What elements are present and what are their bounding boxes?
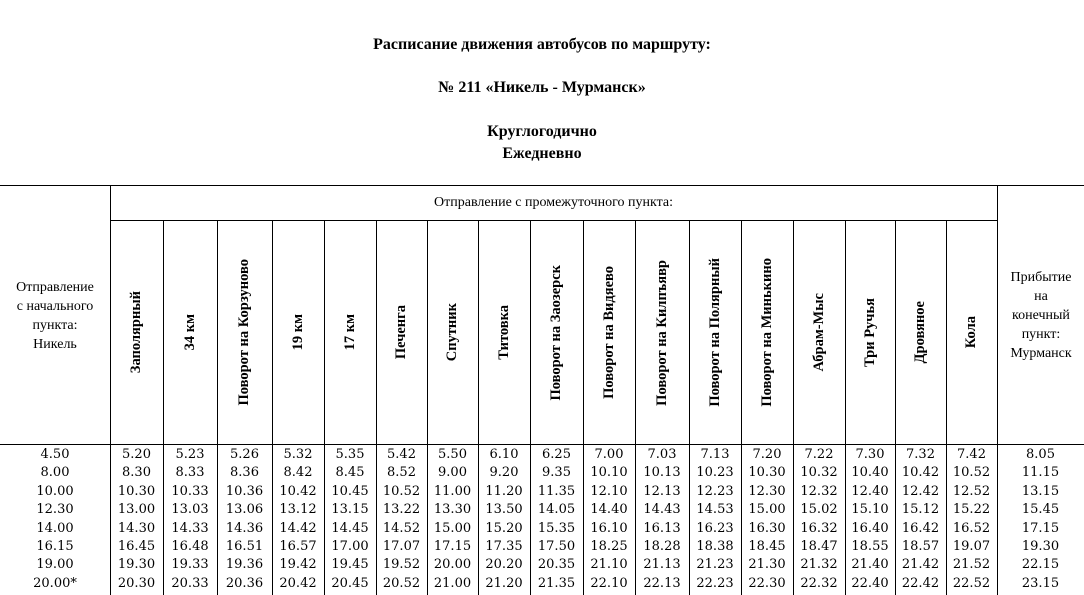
stop-name: Поворот на Килпъявр: [653, 259, 670, 406]
stop-time: 16.30: [748, 520, 786, 536]
stop-time: 13.15: [331, 502, 369, 518]
stop-time: 15.35: [537, 520, 576, 536]
stop-time: 21.10: [590, 557, 628, 573]
stop-time: 7.32: [906, 447, 935, 462]
header-line: пункта:: [32, 318, 78, 333]
stop-time: 10.40: [851, 465, 889, 481]
stop-time: 13.03: [171, 502, 209, 518]
arrival-time: 17.15: [1021, 520, 1060, 536]
stop-time: 21.32: [800, 557, 838, 573]
stop-time: 22.23: [696, 575, 734, 591]
stop-time: 10.30: [117, 483, 156, 499]
stop-time: 10.10: [590, 465, 628, 481]
stop-time: 18.45: [748, 539, 786, 554]
stop-name: Дровяное: [912, 301, 928, 364]
stop-time: 19.45: [331, 557, 369, 573]
stop-time: 5.26: [230, 447, 259, 462]
stop-name: Поворот на Заозерск: [548, 264, 564, 401]
stop-time: 12.42: [901, 483, 940, 499]
stop-time: 21.23: [696, 557, 734, 573]
stop-time: 12.32: [800, 483, 838, 499]
stop-time: 12.52: [952, 483, 991, 499]
stop-time: 10.32: [800, 465, 838, 481]
stop-time: 19.36: [225, 557, 264, 573]
stop-name: 19 км: [289, 314, 306, 351]
stop-time: 18.38: [696, 539, 734, 554]
stop-time: 14.53: [696, 502, 734, 518]
stop-name: Заполярный: [128, 291, 144, 374]
stop-time: 17.15: [433, 539, 472, 554]
stop-time: 19.52: [382, 557, 421, 573]
departure-time: 19.00: [36, 557, 74, 573]
stop-name: 34 км: [181, 314, 198, 351]
stop-time: 16.57: [279, 539, 317, 554]
stop-name: Кола: [963, 316, 979, 349]
stop-time: 16.40: [851, 520, 889, 536]
stop-time: 21.52: [952, 557, 991, 573]
stop-time: 8.33: [175, 465, 205, 481]
stop-time: 11.00: [433, 483, 472, 499]
stop-name: Поворот на Корзуново: [236, 259, 252, 406]
stop-time: 19.42: [279, 557, 317, 573]
stop-time: 8.45: [335, 465, 365, 481]
stop-time: 20.36: [225, 575, 264, 591]
stop-time: 10.45: [331, 483, 369, 499]
stop-time: 21.35: [537, 575, 576, 591]
stop-time: 13.06: [225, 502, 264, 518]
stop-name: Абрам-Мыс: [810, 293, 827, 372]
stop-name: Поворот на Видяево: [600, 266, 617, 399]
stop-header: [946, 221, 997, 444]
stop-time: 13.30: [433, 502, 472, 518]
stop-time: 14.42: [279, 520, 317, 536]
arrival-time: 23.15: [1021, 575, 1060, 591]
stop-time: 15.10: [851, 502, 889, 518]
departure-time: 8.00: [40, 465, 70, 481]
stop-time: 16.52: [952, 520, 991, 536]
stop-name: Титовка: [495, 305, 512, 360]
stop-header: [793, 221, 845, 444]
arrival-time: 11.15: [1021, 465, 1060, 481]
stop-time: 12.40: [851, 483, 889, 499]
stop-time: 18.57: [901, 539, 940, 554]
stop-time: 11.35: [537, 483, 576, 499]
arrival-time: 22.15: [1021, 557, 1060, 573]
stop-time: 20.45: [331, 575, 369, 591]
arrival-time: 19.30: [1021, 539, 1060, 554]
stop-time: 9.20: [489, 465, 519, 481]
stop-time: 13.50: [485, 502, 523, 518]
stop-time: 20.35: [537, 557, 576, 573]
stop-time: 12.23: [696, 483, 734, 499]
stop-name: Спутник: [444, 303, 460, 362]
header-line: пункт:: [1021, 327, 1061, 342]
stop-name: Печенга: [393, 305, 409, 360]
stop-time: 10.13: [643, 465, 681, 481]
stop-time: 21.20: [485, 575, 523, 591]
intermediate-stops-header: Отправление с промежуточного пункта:: [434, 195, 673, 210]
header-line: на: [1034, 289, 1048, 304]
stop-time: 14.52: [382, 520, 421, 536]
stop-time: 14.40: [590, 502, 628, 518]
stop-header: [689, 221, 741, 444]
stop-header: [217, 221, 272, 444]
stop-header: [324, 221, 376, 444]
frequency-label: Ежедневно: [502, 145, 582, 162]
stop-time: 10.42: [279, 483, 317, 499]
stop-time: 13.00: [117, 502, 156, 518]
stop-time: 20.42: [279, 575, 317, 591]
stop-time: 18.28: [643, 539, 681, 554]
stop-header: [895, 221, 946, 444]
stop-time: 21.13: [643, 557, 681, 573]
stop-time: 7.22: [804, 447, 834, 462]
stop-time: 20.00: [433, 557, 472, 573]
stop-time: 10.33: [171, 483, 209, 499]
stop-time: 12.30: [748, 483, 786, 499]
stop-time: 15.02: [800, 502, 838, 518]
stop-time: 16.10: [590, 520, 628, 536]
stop-time: 16.13: [643, 520, 681, 536]
stop-time: 21.30: [748, 557, 786, 573]
departure-origin-header: [0, 278, 110, 354]
stop-time: 5.32: [283, 447, 313, 462]
stop-header: [163, 221, 217, 444]
departure-time: 10.00: [36, 483, 74, 499]
stop-name: Поворот на Полярный: [706, 258, 723, 407]
stop-time: 14.43: [643, 502, 681, 518]
stop-time: 16.23: [696, 520, 734, 536]
stop-time: 15.12: [901, 502, 940, 518]
stop-header: [427, 221, 478, 444]
stop-time: 19.30: [117, 557, 156, 573]
stop-time: 10.42: [901, 465, 940, 481]
departure-time: 16.15: [36, 539, 74, 554]
stop-time: 12.10: [590, 483, 628, 499]
arrival-time: 15.45: [1021, 502, 1060, 518]
departure-time: 4.50: [40, 447, 70, 462]
stop-time: 8.52: [387, 465, 416, 481]
stop-name: 17 км: [341, 314, 358, 351]
stop-time: 18.55: [851, 539, 889, 554]
stop-time: 10.52: [952, 465, 991, 481]
stop-time: 14.05: [537, 502, 576, 518]
stop-time: 20.33: [171, 575, 209, 591]
stop-time: 17.07: [382, 539, 421, 554]
stop-time: 10.23: [696, 465, 734, 481]
stop-name: Поворот на Минькино: [758, 258, 775, 407]
stop-time: 21.00: [433, 575, 472, 591]
stop-time: 16.51: [225, 539, 264, 554]
stop-time: 20.30: [117, 575, 156, 591]
stop-time: 22.42: [901, 575, 940, 591]
stop-time: 20.20: [485, 557, 523, 573]
stop-time: 17.35: [485, 539, 523, 554]
stop-time: 17.50: [537, 539, 576, 554]
stop-header: [110, 221, 163, 444]
header-line: конечный: [1012, 308, 1070, 323]
stop-time: 14.36: [225, 520, 264, 536]
departure-time: 14.00: [36, 520, 74, 536]
stop-time: 5.50: [438, 447, 467, 462]
stop-time: 7.00: [594, 447, 624, 462]
stop-time: 9.00: [438, 465, 467, 481]
stop-header: [845, 221, 895, 444]
stop-time: 16.42: [901, 520, 940, 536]
stop-time: 15.20: [485, 520, 523, 536]
arrival-time: 13.15: [1021, 483, 1060, 499]
stop-time: 8.30: [122, 465, 151, 481]
stop-time: 22.30: [748, 575, 786, 591]
arrival-destination-header: [998, 268, 1084, 363]
stop-time: 7.20: [752, 447, 782, 462]
stop-time: 20.52: [382, 575, 421, 591]
stop-header: [530, 221, 583, 444]
stop-name: Три Ручья: [861, 298, 878, 367]
stop-time: 10.52: [382, 483, 421, 499]
stop-time: 13.12: [279, 502, 317, 518]
stop-time: 7.30: [855, 447, 885, 462]
header-line: Никель: [33, 337, 77, 352]
stop-header: [376, 221, 427, 444]
stop-time: 22.10: [590, 575, 628, 591]
stop-time: 16.45: [117, 539, 156, 554]
stop-header: [583, 221, 635, 444]
stop-time: 16.48: [171, 539, 209, 554]
route-name: № 211 «Никель - Мурманск»: [438, 79, 646, 96]
stop-time: 22.13: [643, 575, 681, 591]
stop-time: 18.47: [800, 539, 838, 554]
stop-time: 17.00: [331, 539, 369, 554]
stop-time: 13.22: [382, 502, 421, 518]
departure-time: 12.30: [36, 502, 74, 518]
stop-time: 19.33: [171, 557, 209, 573]
stop-time: 5.23: [175, 447, 205, 462]
stop-time: 7.42: [957, 447, 986, 462]
stop-time: 10.36: [225, 483, 264, 499]
stop-time: 15.00: [433, 520, 472, 536]
stop-time: 6.25: [542, 447, 571, 462]
stop-time: 21.42: [901, 557, 940, 573]
stop-time: 5.20: [122, 447, 151, 462]
stop-time: 22.40: [851, 575, 889, 591]
table-top-border: [0, 185, 1084, 186]
stop-time: 22.32: [800, 575, 838, 591]
header-line: Мурманск: [1010, 346, 1072, 361]
arrival-time: 8.05: [1026, 447, 1055, 462]
header-line: с начального: [16, 299, 94, 314]
stop-header: [635, 221, 689, 444]
stop-time: 15.22: [952, 502, 991, 518]
stop-header: [272, 221, 324, 444]
stop-header: [741, 221, 793, 444]
stop-time: 9.35: [542, 465, 571, 481]
header-line: Отправление: [16, 280, 94, 295]
stop-time: 10.30: [748, 465, 786, 481]
stop-time: 5.35: [335, 447, 365, 462]
stop-time: 14.45: [331, 520, 369, 536]
season-label: Круглогодично: [487, 123, 597, 140]
stop-time: 16.32: [800, 520, 838, 536]
departure-time: 20.00*: [33, 575, 77, 591]
stop-time: 15.00: [748, 502, 786, 518]
stop-time: 6.10: [489, 447, 519, 462]
stop-time: 7.13: [700, 447, 730, 462]
stop-time: 7.03: [647, 447, 677, 462]
stop-time: 22.52: [952, 575, 991, 591]
schedule-title: Расписание движения автобусов по маршруту:: [373, 36, 711, 53]
stop-time: 19.07: [952, 539, 991, 554]
stop-time: 8.36: [230, 465, 259, 481]
stop-time: 11.20: [485, 483, 523, 499]
stop-time: 18.25: [590, 539, 628, 554]
stop-header: [478, 221, 530, 444]
stop-time: 12.13: [643, 483, 681, 499]
stop-time: 8.42: [283, 465, 313, 481]
stop-time: 21.40: [851, 557, 889, 573]
stop-time: 14.33: [171, 520, 209, 536]
stop-time: 5.42: [387, 447, 416, 462]
header-line: Прибытие: [1010, 270, 1072, 285]
stop-time: 14.30: [117, 520, 156, 536]
